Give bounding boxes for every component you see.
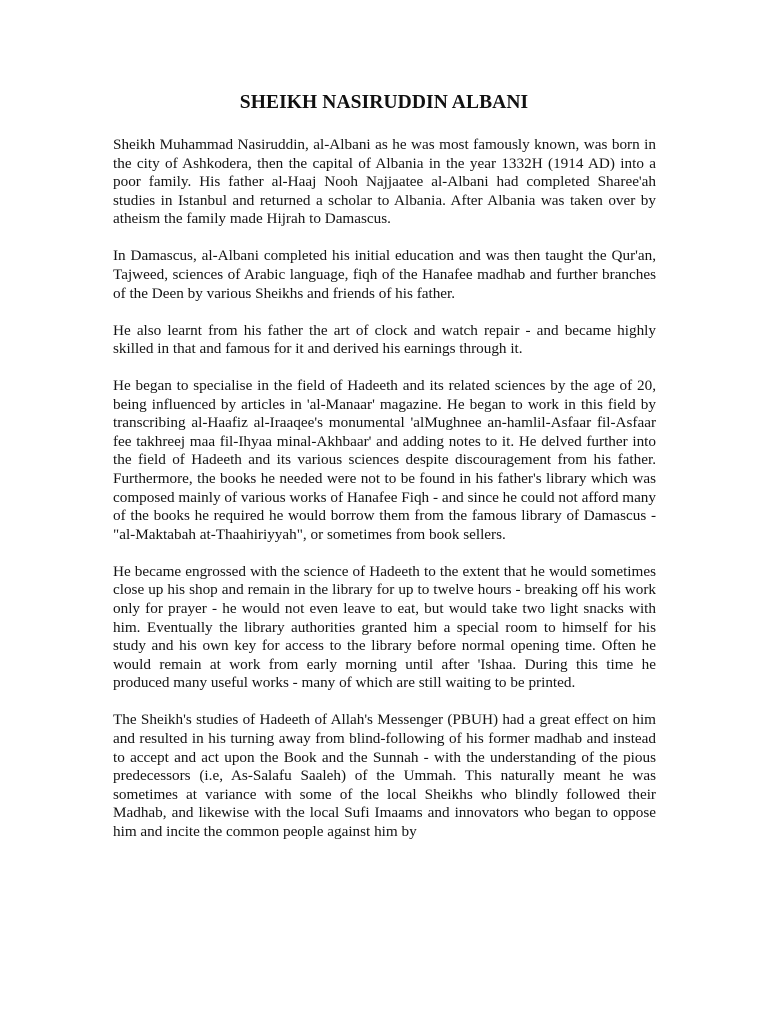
- page-title: SHEIKH NASIRUDDIN ALBANI: [239, 92, 529, 113]
- paragraph-2: In Damascus, al-Albani completed his initial education and was then taught the Qur'an, Tajweed, sciences of Arabic language, fiqh of the Hanafee madhab and further branches of the Deen by various Sheikhs and friends of his father.: [113, 247, 656, 302]
- paragraph-5: He became engrossed with the science of Hadeeth to the extent that he would sometimes close up his shop and remain in the library for up to twelve hours - breaking off his work only for prayer - he would not even leave to eat, but would take two light snacks with him. Eventually the library authorities granted him a special room to himself for his study and his own key for access to the library before normal opening time. Often he would remain at work from early morning until after 'Ishaa. During this time he produced many useful works - many of which are still waiting to be printed.: [113, 562, 656, 692]
- paragraph-6: The Sheikh's studies of Hadeeth of Allah's Messenger (PBUH) had a great effect on him and resulted in his turning away from blind-following of his former madhab and instead to accept and act upon the Book and the Sunnah - with the understanding of the pious predecessors (i.e, As-Salafu Saaleh) of the Ummah. This naturally meant he was sometimes at variance with some of the local Sheikhs who blindly followed their Madhab, and likewise with the local Sufi Imaams and innovators who began to oppose him and incite the common people against him by: [113, 711, 656, 840]
- document-body: [113, 136, 656, 860]
- paragraph-3: He also learnt from his father the art of clock and watch repair - and became highly skilled in that and famous for it and derived his earnings through it.: [113, 321, 656, 358]
- paragraph-4: He began to specialise in the field of Hadeeth and its related sciences by the age of 20, being influenced by articles in 'al-Manaar' magazine. He began to work in this field by transcribing al-Haafiz al-Iraaqee's monumental 'alMughnee an-hamlil-Asfaar fil-Asfaar fee takhreej maa fil-Ihyaa minal-Akhbaar' and adding notes to it. He delved further into the field of Hadeeth and its various sciences despite discouragement from his father. Furthermore, the books he needed were not to be found in his father's library which was composed mainly of various works of Hanafee Fiqh - and since he could not afford many of the books he required he would borrow them from the famous library of Damascus - "al-Maktabah at-Thaahiriyyah", or sometimes from book sellers.: [113, 377, 656, 543]
- paragraph-1: Sheikh Muhammad Nasiruddin, al-Albani as he was most famously known, was born in the city of Ashkodera, then the capital of Albania in the year 1332H (1914 AD) into a poor family. His father al-Haaj Nooh Najjaatee al-Albani had completed Sharee'ah studies in Istanbul and returned a scholar to Albania. After Albania was taken over by atheism the family made Hijrah to Damascus.: [113, 136, 656, 228]
